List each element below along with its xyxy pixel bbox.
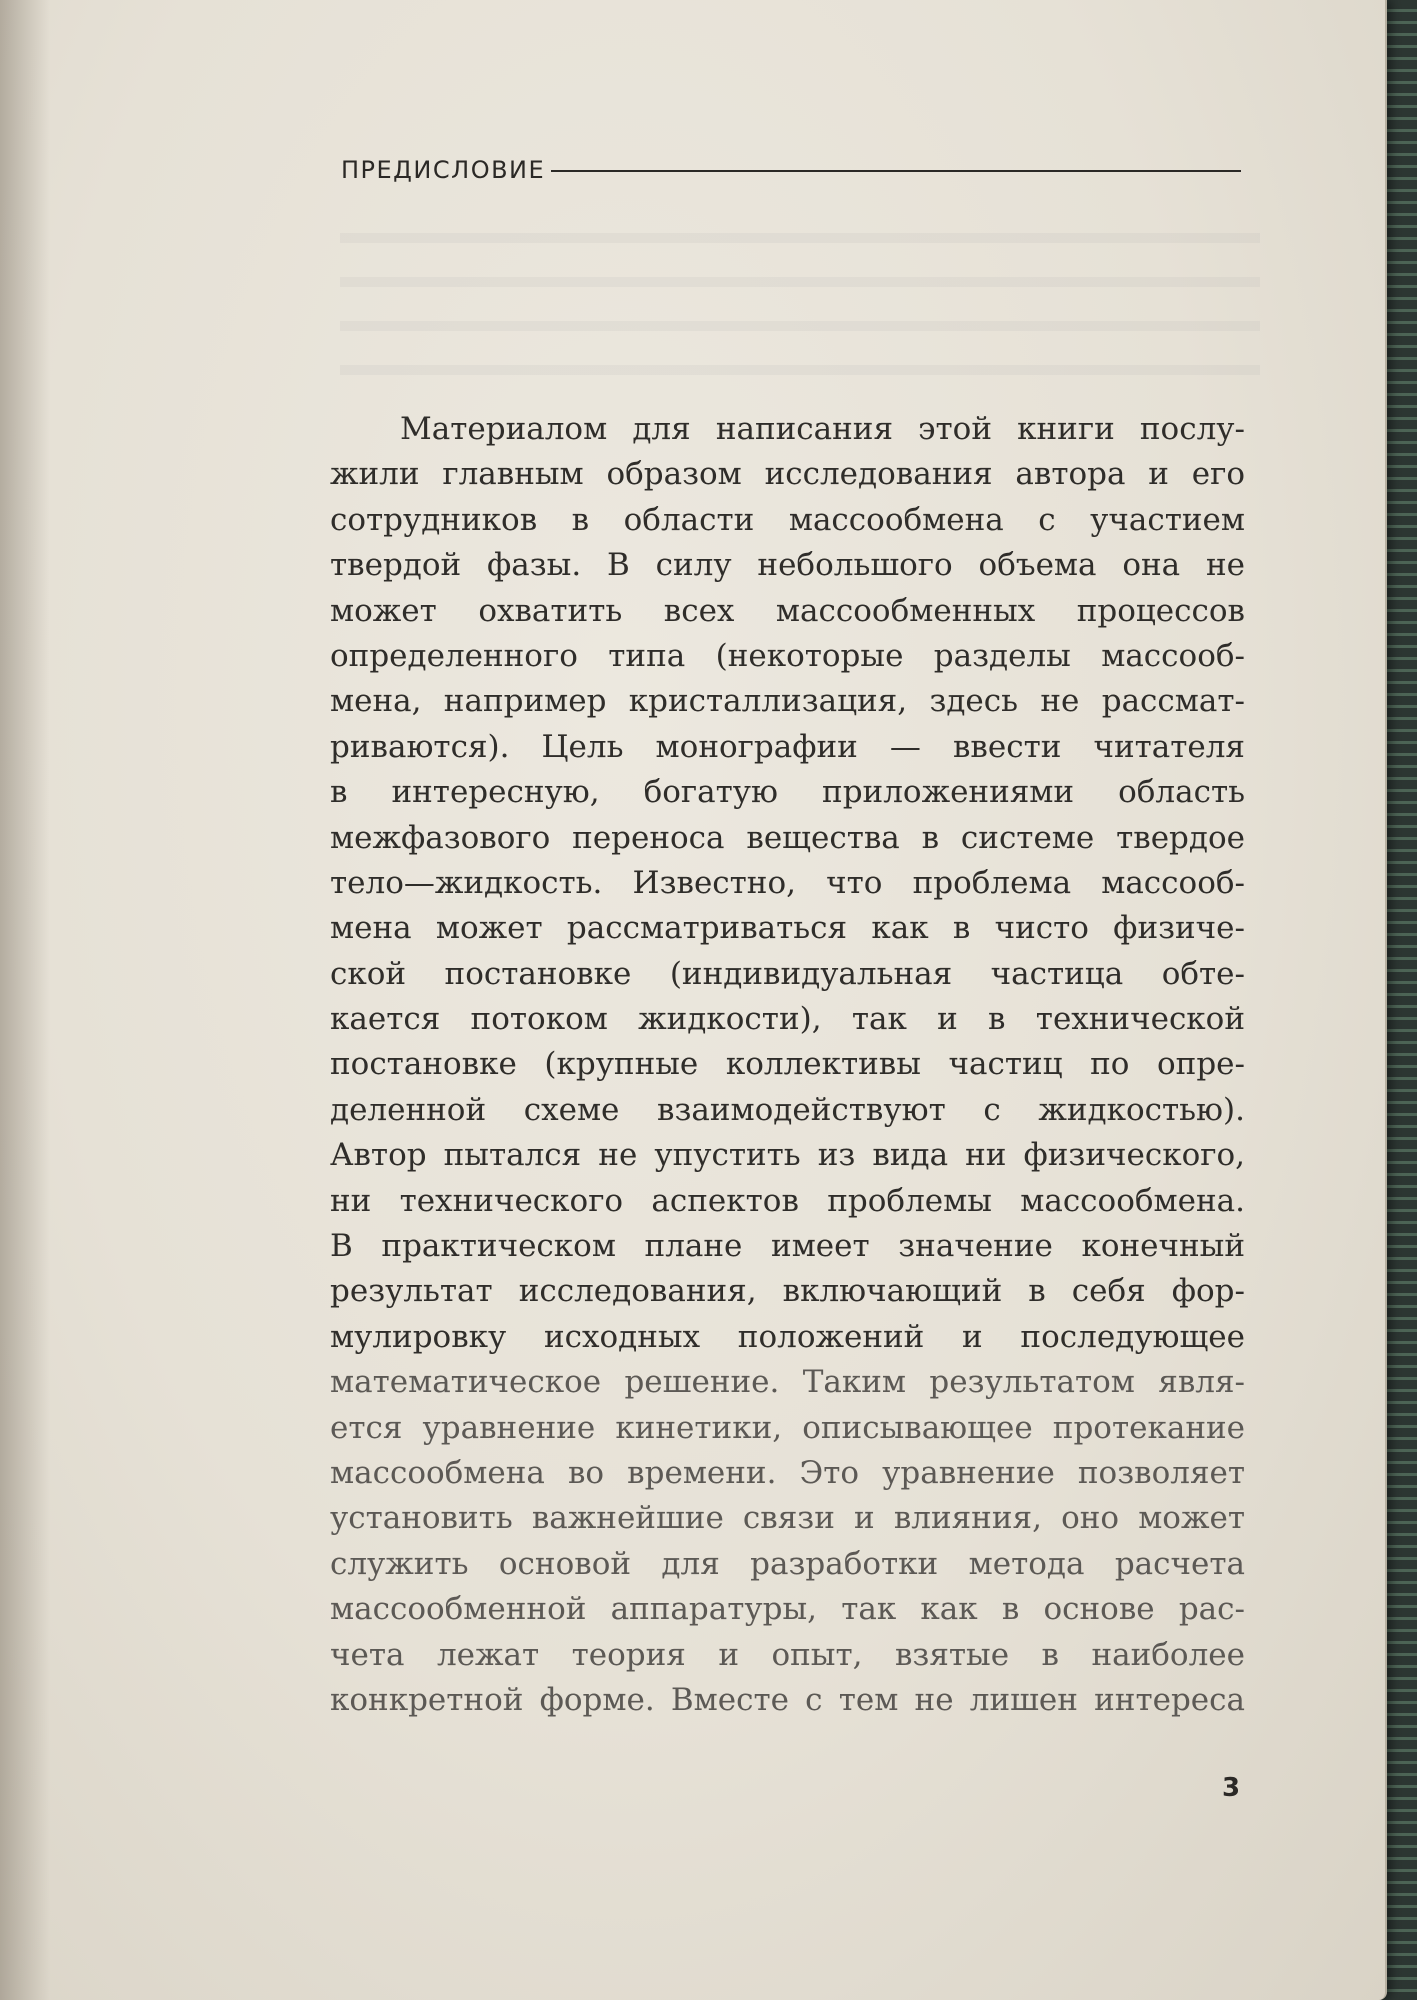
text-line: межфазового переноса вещества в системе твердое — [330, 819, 1245, 856]
text-line: В практическом плане имеет значение конечный — [330, 1228, 1245, 1265]
text-line: деленной схеме взаимодействуют с жидкостью). — [330, 1091, 1245, 1128]
text-line: в интересную, богатую приложениями область — [330, 774, 1245, 811]
text-line: установить важнейшие связи и влияния, оно может — [330, 1500, 1245, 1537]
text-line: ской постановке (индивидуальная частица обте- — [330, 955, 1245, 992]
text-line: Материалом для написания этой книги послу- — [400, 411, 1245, 447]
text-line: массообменной аппаратуры, так как в основе рас- — [330, 1591, 1245, 1628]
text-line: жили главным образом исследования автора и его — [330, 456, 1245, 493]
text-line: твердой фазы. В силу небольшого объема она не — [330, 547, 1245, 584]
text-line: ется уравнение кинетики, описывающее протекание — [330, 1409, 1245, 1446]
page-number: 3 — [1222, 1773, 1241, 1803]
text-line: служить основой для разработки метода расчета — [330, 1545, 1245, 1582]
header-rule — [551, 170, 1241, 172]
text-line: кается потоком жидкости), так и в технической — [330, 1001, 1245, 1038]
text-line: мулировку исходных положений и последующее — [330, 1318, 1245, 1355]
text-line: мена может рассматриваться как в чисто физиче- — [330, 910, 1245, 947]
text-line: математическое решение. Таким результатом явля- — [330, 1364, 1245, 1401]
body-paragraph — [330, 407, 1245, 1723]
text-line: конкретной форме. Вместе с тем не лишен интереса — [330, 1681, 1245, 1718]
text-line: массообмена во времени. Это уравнение позволяет — [330, 1454, 1245, 1491]
text-line: Автор пытался не упустить из вида ни физического, — [330, 1137, 1245, 1174]
text-line: определенного типа (некоторые разделы массооб- — [330, 637, 1245, 674]
text-line: сотрудников в области массообмена с участием — [330, 501, 1245, 538]
page-header — [341, 152, 1241, 188]
text-line: результат исследования, включающий в себя фор- — [330, 1273, 1245, 1310]
text-line: ни технического аспектов проблемы массообмена. — [330, 1182, 1245, 1219]
section-title: ПРЕДИСЛОВИЕ — [341, 156, 546, 184]
text-line: риваются). Цель монографии — ввести читателя — [330, 728, 1245, 765]
text-line: мена, например кристаллизация, здесь не рассмат- — [330, 683, 1245, 720]
text-line: тело—жидкость. Известно, что проблема массооб- — [330, 864, 1245, 901]
text-line: может охватить всех массообменных процессов — [330, 592, 1245, 629]
text-line: чета лежат теория и опыт, взятые в наиболее — [330, 1636, 1245, 1673]
text-line: постановке (крупные коллективы частиц по опре- — [330, 1046, 1245, 1083]
